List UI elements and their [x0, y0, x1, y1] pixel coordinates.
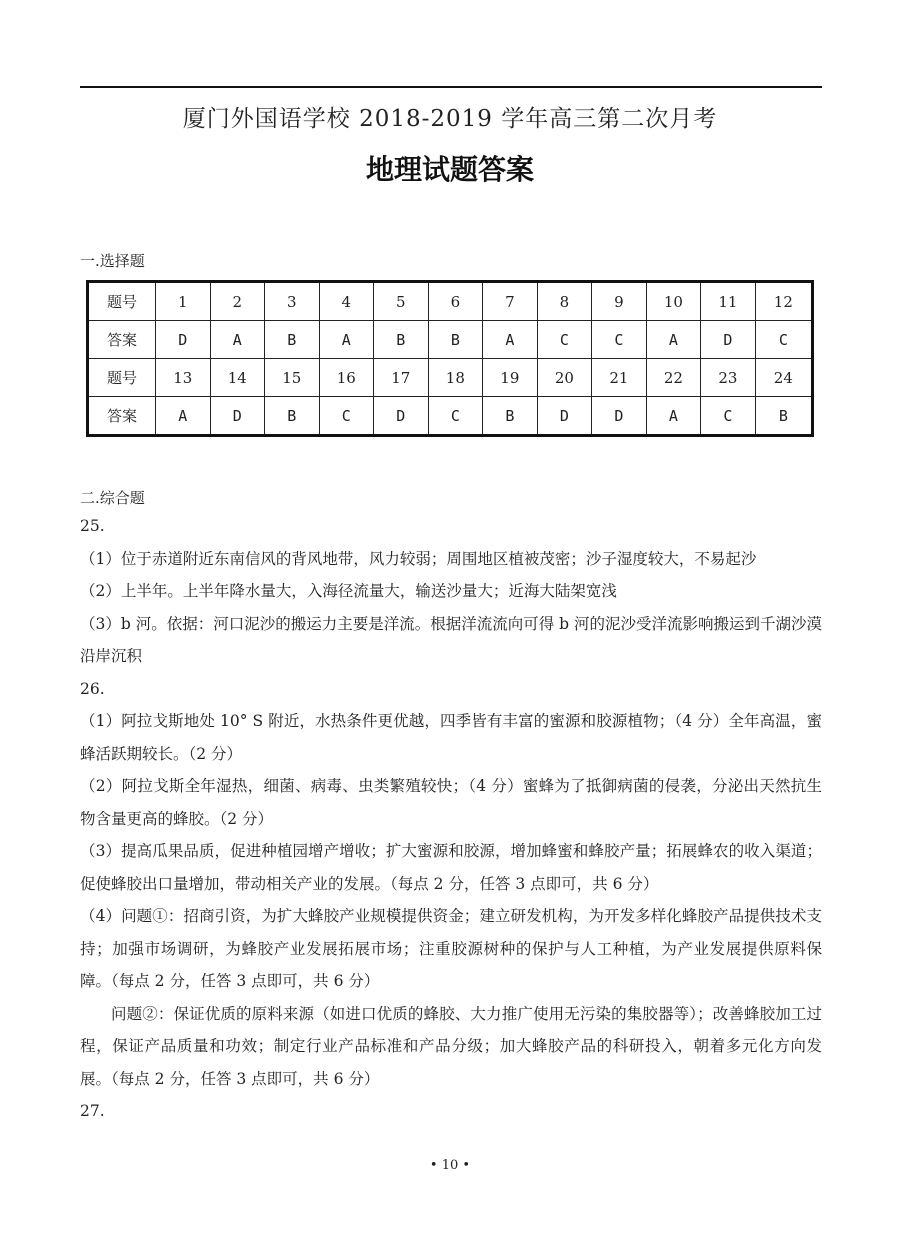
answer-row	[88, 397, 813, 436]
answer-cell: A	[646, 397, 701, 436]
question-number-cell: 23	[701, 359, 756, 397]
question-number-27: 27.	[80, 1102, 105, 1120]
row-label-answer: 答案	[88, 397, 156, 436]
question-number-cell: 2	[210, 282, 265, 321]
question-number-cell: 11	[701, 282, 756, 321]
question-number-row	[88, 282, 813, 321]
question-number-cell: 24	[755, 359, 812, 397]
question-number-25: 25.	[80, 517, 105, 535]
q25-answer-1: （1）位于赤道附近东南信风的背风地带，风力较弱；周围地区植被茂密；沙子湿度较大，不易起沙	[80, 549, 757, 568]
question-number-cell: 14	[210, 359, 265, 397]
answer-cell: D	[537, 397, 592, 436]
row-label-question: 题号	[88, 282, 156, 321]
q26-answer-3: （3）提高瓜果品质，促进种植园增产增收；扩大蜜源和胶源，增加蜂蜜和蜂胶产量；拓展蜂农的收入渠道；促使蜂胶出口量增加，带动相关产业的发展。（每点 2 分，任答 3 点即可，共 6 分）	[80, 842, 822, 893]
answer-cell: D	[156, 321, 211, 359]
answer-cell: B	[374, 321, 429, 359]
question-number-cell: 9	[592, 282, 647, 321]
answer-cell: D	[592, 397, 647, 436]
question-number-cell: 7	[483, 282, 538, 321]
question-number-cell: 3	[265, 282, 320, 321]
answer-cell: C	[537, 321, 592, 359]
answer-cell: C	[428, 397, 483, 436]
answer-cell: D	[374, 397, 429, 436]
question-number-row	[88, 359, 813, 397]
answer-cell: C	[755, 321, 812, 359]
comprehensive-answers	[80, 510, 822, 1128]
answer-key-table	[86, 280, 814, 437]
question-number-cell: 18	[428, 359, 483, 397]
answer-cell: C	[701, 397, 756, 436]
question-number-cell: 20	[537, 359, 592, 397]
header-rule	[80, 86, 822, 88]
question-number-cell: 22	[646, 359, 701, 397]
answer-cell: B	[428, 321, 483, 359]
q26-answer-4-problem-1: （4）问题①：招商引资，为扩大蜂胶产业规模提供资金；建立研发机构，为开发多样化蜂胶产品提供技术支持；加强市场调研，为蜂胶产业发展拓展市场；注重胶源树种的保护与人工种植，为产业发展提供原料保障。（每点 2 分，任答 3 点即可，共 6 分）	[80, 907, 822, 990]
question-number-cell: 15	[265, 359, 320, 397]
question-number-cell: 5	[374, 282, 429, 321]
question-number-cell: 12	[755, 282, 812, 321]
question-number-cell: 1	[156, 282, 211, 321]
q26-answer-1: （1）阿拉戈斯地处 10° S 附近，水热条件更优越，四季皆有丰富的蜜源和胶源植物；（4 分）全年高温，蜜蜂活跃期较长。（2 分）	[80, 712, 822, 763]
question-number-cell: 6	[428, 282, 483, 321]
answer-cell: D	[701, 321, 756, 359]
page-number: • 10 •	[429, 1158, 471, 1173]
document-title: 地理试题答案	[365, 153, 534, 186]
row-label-question: 题号	[88, 359, 156, 397]
section-heading-multiple-choice: 一.选择题	[80, 252, 145, 270]
q25-answer-3: （3）b 河。依据：河口泥沙的搬运力主要是洋流。根据洋流流向可得 b 河的泥沙受洋流影响搬运到千湖沙漠沿岸沉积	[80, 614, 822, 665]
question-number-26: 26.	[80, 679, 105, 698]
answer-cell: B	[265, 397, 320, 436]
row-label-answer: 答案	[88, 321, 156, 359]
section-heading-comprehensive: 二.综合题	[80, 489, 145, 507]
school-exam-title: 厦门外国语学校 2018-2019 学年高三第二次月考	[182, 106, 718, 132]
answer-cell: A	[646, 321, 701, 359]
question-number-cell: 13	[156, 359, 211, 397]
answer-row	[88, 321, 813, 359]
answer-cell: D	[210, 397, 265, 436]
answer-cell: A	[483, 321, 538, 359]
answer-cell: B	[265, 321, 320, 359]
answer-cell: B	[483, 397, 538, 436]
q25-answer-2: （2）上半年。上半年降水量大，入海径流量大，输送沙量大；近海大陆架宽浅	[80, 582, 617, 600]
q26-answer-2: （2）阿拉戈斯全年湿热，细菌、病毒、虫类繁殖较快；（4 分）蜜蜂为了抵御病菌的侵袭，分泌出天然抗生物含量更高的蜂胶。（2 分）	[80, 777, 822, 828]
question-number-cell: 17	[374, 359, 429, 397]
answer-cell: A	[210, 321, 265, 359]
q26-answer-4-problem-2: 问题②：保证优质的原料来源（如进口优质的蜂胶、大力推广使用无污染的集胶器等）；改善蜂胶加工过程，保证产品质量和功效；制定行业产品标准和产品分级；加大蜂胶产品的科研投入，朝着多元化方向发展。（每点 2 分，任答 3 点即可，共 6 分）	[80, 1004, 822, 1088]
question-number-cell: 4	[319, 282, 374, 321]
answer-cell: A	[319, 321, 374, 359]
answer-cell: B	[755, 397, 812, 436]
question-number-cell: 16	[319, 359, 374, 397]
question-number-cell: 21	[592, 359, 647, 397]
answer-cell: A	[156, 397, 211, 436]
question-number-cell: 19	[483, 359, 538, 397]
answer-cell: C	[319, 397, 374, 436]
question-number-cell: 8	[537, 282, 592, 321]
question-number-cell: 10	[646, 282, 701, 321]
answer-cell: C	[592, 321, 647, 359]
